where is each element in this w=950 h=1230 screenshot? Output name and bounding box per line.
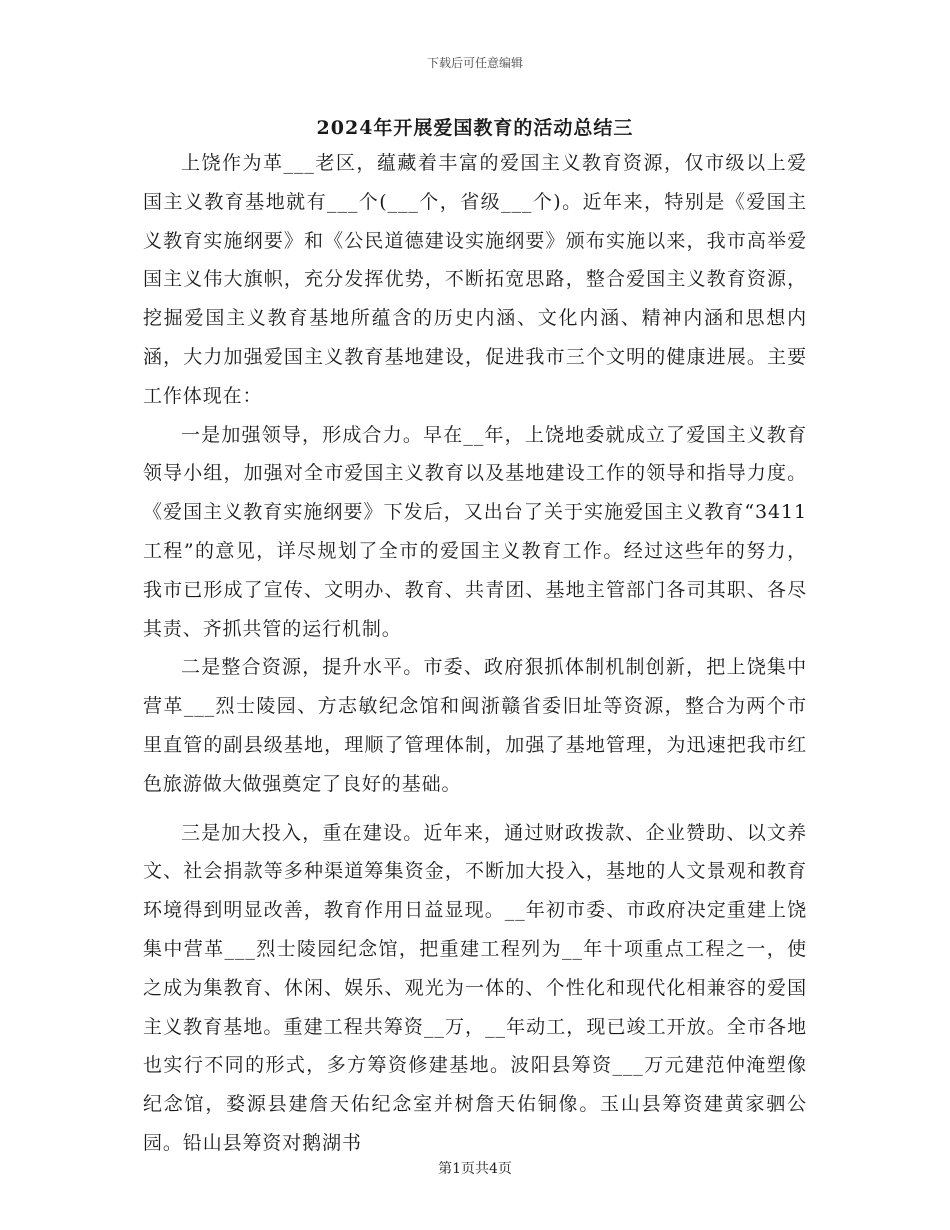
paragraph-point-three: 三是加大投入，重在建设。近年来，通过财政拨款、企业赞助、以文养文、社会捐款等多种渠道筹集资金，不断加大投入，基地的人文景观和教育环境得到明显改善，教育作用日益显现。__年初市委、市政府决定重建上饶集中营革___烈士陵园纪念馆，把重建工程列为__年十项重点工程之一，使之成为集教育、休闲、娱乐、观光为一体的、个性化和现代化相兼容的爱国主义教育基地。重建工程共筹资__万，__年动工，现已竣工开放。全市各地也实行不同的形式，多方筹资修建基地。波阳县筹资___万元建范仲淹塑像纪念馆，婺源县建詹天佑纪念室并树詹天佑铜像。玉山县筹资建黄家驷公园。铅山县筹资对鹅湖书: [143, 821, 807, 1154]
paragraph-point-one: 一是加强领导，形成合力。早在__年，上饶地委就成立了爱国主义教育领导小组，加强对全市爱国主义教育以及基地建设工作的领导和指导力度。《爱国主义教育实施纲要》下发后，又出台了关于实施爱国主义教育“3411工程”的意见，详尽规划了全市的爱国主义教育工作。经过这些年的努力，我市已形成了宣传、文明办、教育、共青团、基地主管部门各司其职、各尽其责、齐抓共管的运行机制。: [143, 423, 807, 640]
paragraph-point-two: 二是整合资源，提升水平。市委、政府狠抓体制机制创新，把上饶集中营革___烈士陵园、方志敏纪念馆和闽浙赣省委旧址等资源，整合为两个市里直管的副县级基地，理顺了管理体制，加强了基地管理，为迅速把我市红色旅游做大做强奠定了良好的基础。: [143, 656, 807, 795]
paragraph-intro: 上饶作为革___老区，蕴藏着丰富的爱国主义教育资源，仅市级以上爱国主义教育基地就有___个(___个，省级___个)。近年来，特别是《爱国主义教育实施纲要》和《公民道德建设实施纲要》颁布实施以来，我市高举爱国主义伟大旗帜，充分发挥优势，不断拓宽思路，整合爱国主义教育资源，挖掘爱国主义教育基地所蕴含的历史内涵、文化内涵、精神内涵和思想内涵，大力加强爱国主义教育基地建设，促进我市三个文明的健康进展。主要工作体现在：: [143, 152, 807, 407]
page-number: 第1页共4页: [438, 1161, 512, 1177]
document-title: 2024年开展爱国教育的活动总结三: [316, 117, 634, 139]
document-body: [143, 144, 807, 1163]
page-header-note: 下载后可任意编辑: [426, 56, 523, 70]
